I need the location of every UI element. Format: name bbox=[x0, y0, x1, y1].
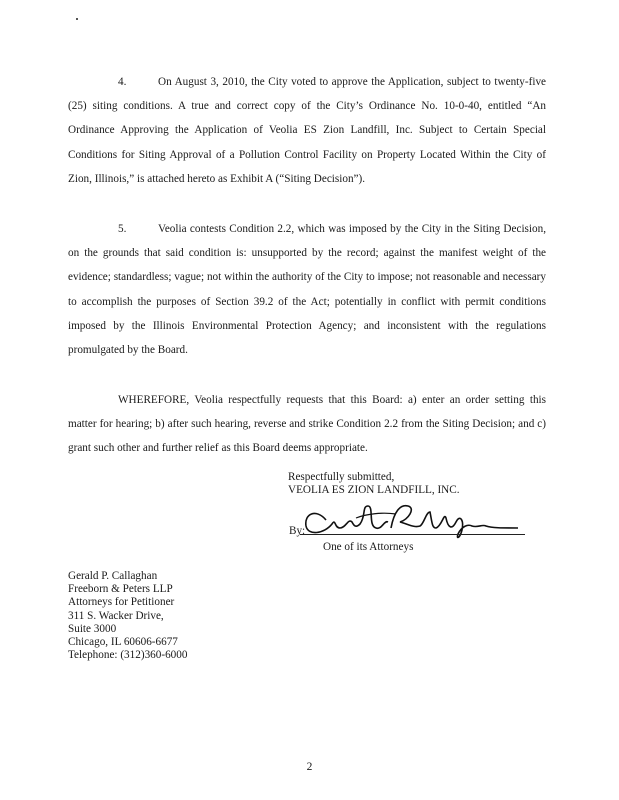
attorney-block bbox=[68, 570, 187, 662]
scan-speck bbox=[76, 18, 78, 20]
paragraph-4 bbox=[68, 70, 546, 191]
by-label: By: bbox=[289, 525, 306, 537]
closing-salutation: Respectfully submitted, bbox=[288, 471, 395, 483]
paragraph-number: 5. bbox=[118, 223, 127, 235]
wherefore-paragraph bbox=[68, 388, 546, 461]
signature-caption: One of its Attorneys bbox=[323, 541, 414, 553]
paragraph-number: 4. bbox=[118, 76, 127, 88]
attorney-line: Chicago, IL 60606-6677 bbox=[68, 636, 178, 649]
handwritten-signature bbox=[296, 498, 528, 542]
closing-block bbox=[288, 471, 460, 497]
paragraph-text: WHEREFORE, Veolia respectfully requests that this Board: a) enter an order setting this matter for hearing; b) after such hearing, reverse and strike Condition 2.2 from the Siting Decision; and c) grant such other and further relief as this Board deems appropriate. bbox=[68, 394, 546, 455]
attorney-line: Attorneys for Petitioner bbox=[68, 596, 175, 609]
paragraph-text: On August 3, 2010, the City voted to approve the Application, subject to twenty-five (25) siting conditions. A true and correct copy of the City’s Ordinance No. 10-0-40, entitled “An Ordinance Approving the Application of Veolia ES Zion Landfill, Inc. Subject to Certain Special Conditions for Siting Approval of a Pollution Control Facility on Property Located Within the City of Zion, Illinois,” is attached hereto as Exhibit A (“Siting Decision”). bbox=[68, 76, 546, 185]
paragraph-5 bbox=[68, 217, 546, 362]
paragraph-text: Veolia contests Condition 2.2, which was imposed by the City in the Siting Decision, on the grounds that said condition is: unsupported by the record; against the manifest weight of the evidence; standardless; vague; not within the authority of the City to impose; not reasonable and necessary to accomplish the purposes of Section 39.2 of the Act; potentially in conflict with permit conditions imposed by the Illinois Environmental Protection Agency; and inconsistent with the regulations promulgated by the Board. bbox=[68, 223, 546, 357]
attorney-line: Telephone: (312)360-6000 bbox=[68, 649, 188, 662]
attorney-line: Freeborn & Peters LLP bbox=[68, 583, 173, 596]
attorney-line: Suite 3000 bbox=[68, 622, 117, 635]
attorney-line: 311 S. Wacker Drive, bbox=[68, 609, 164, 622]
closing-company: VEOLIA ES ZION LANDFILL, INC. bbox=[288, 484, 460, 497]
page-number: 2 bbox=[306, 761, 313, 773]
attorney-line: Gerald P. Callaghan bbox=[68, 570, 158, 582]
signature-line bbox=[300, 534, 525, 535]
